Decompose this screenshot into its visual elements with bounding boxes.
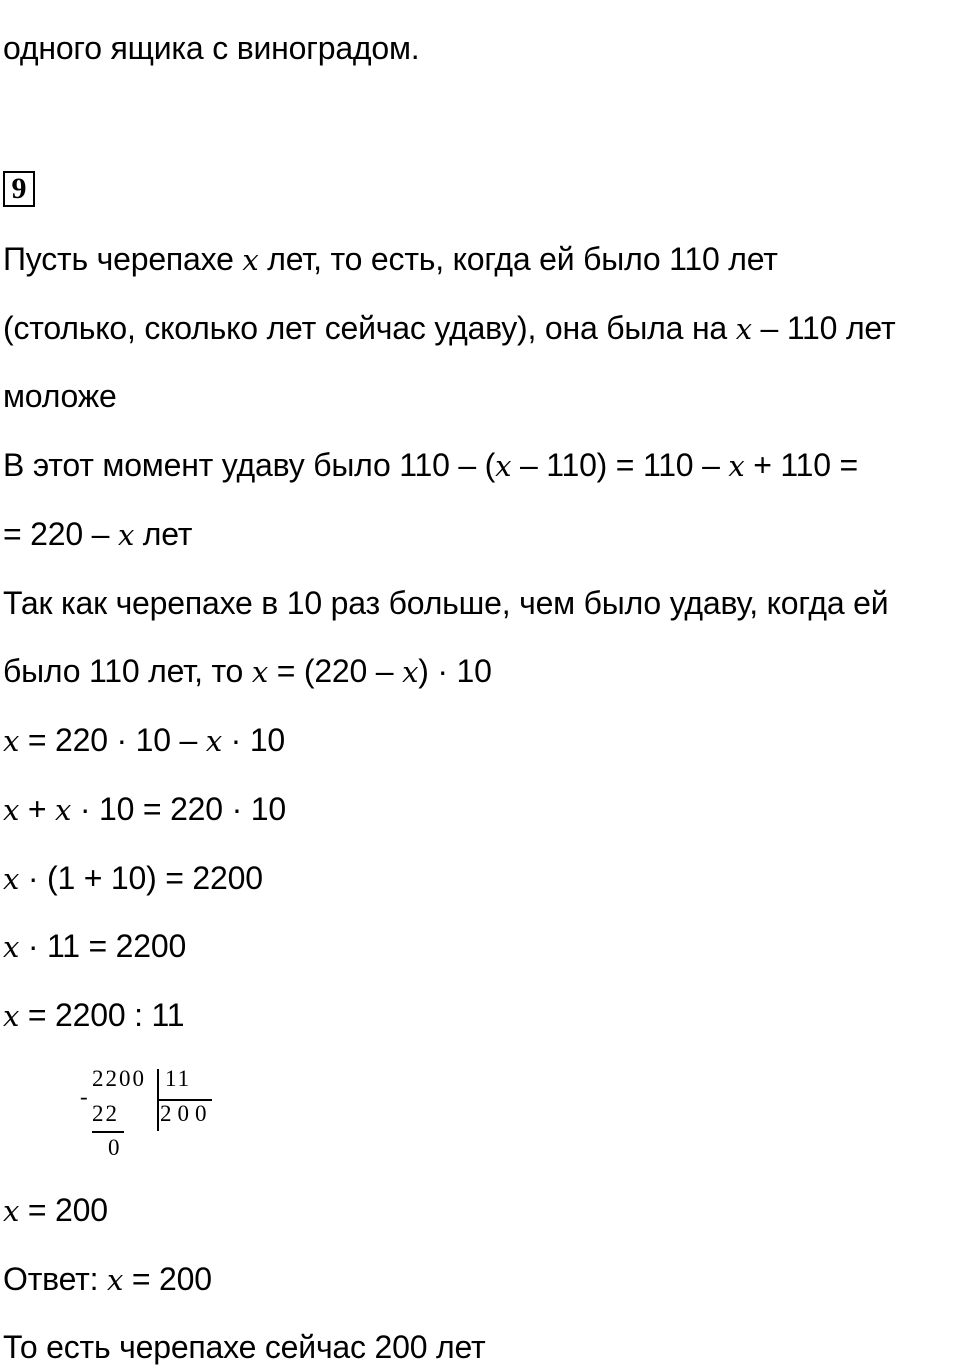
text-part: лет, то есть, когда ей было 110 лет <box>258 241 778 277</box>
text-part: было 110 лет, то <box>3 653 252 689</box>
text-part: + <box>19 791 56 827</box>
variable-x: x <box>735 312 752 346</box>
division-subtrahend: 22 <box>92 1101 119 1126</box>
division-minus-sign: - <box>80 1084 90 1109</box>
text-line-1 <box>3 239 778 280</box>
division-dividend: 2200 <box>92 1066 146 1091</box>
text-part: – 110 лет <box>751 310 896 346</box>
variable-x: x <box>242 243 259 277</box>
division-quotient: 200 <box>160 1101 213 1126</box>
division-subtraction-line <box>92 1131 124 1133</box>
text-part: = 200 <box>123 1261 212 1297</box>
variable-x: x <box>106 1263 124 1297</box>
text-part: · (1 + 10) = 2200 <box>19 860 263 896</box>
text-part: · 10 = 220 · 10 <box>71 791 286 827</box>
answer-line <box>3 1259 212 1300</box>
text-line-6: Так как черепахе в 10 раз больше, чем было удаву, когда ей <box>3 585 889 621</box>
text-part: (столько, сколько лет сейчас удаву), она была на <box>3 310 736 346</box>
task-number-badge: 9 <box>3 171 35 207</box>
variable-x: x <box>495 449 512 483</box>
text-part: = 200 <box>19 1192 108 1228</box>
equation-line-4 <box>3 926 186 967</box>
text-part: = 220 · 10 – <box>19 722 206 758</box>
variable-x: x <box>3 930 20 964</box>
text-part: Ответ: <box>3 1261 107 1297</box>
equation-line-3 <box>3 858 263 899</box>
variable-x: x <box>55 793 72 827</box>
text-part: В этот момент удаву было 110 – ( <box>3 447 496 483</box>
equation-line-1 <box>3 720 285 761</box>
division-remainder: 0 <box>108 1135 122 1160</box>
variable-x: x <box>3 793 20 827</box>
text-part: · 11 = 2200 <box>19 928 187 964</box>
division-horizontal-line <box>157 1099 212 1101</box>
variable-x: x <box>3 1194 20 1228</box>
division-divisor: 11 <box>165 1066 192 1091</box>
text-line-2 <box>3 308 895 349</box>
text-line-5 <box>3 514 192 555</box>
variable-x: x <box>205 724 222 758</box>
text-part: ) · 10 <box>418 653 492 689</box>
text-part: = 2200 : 11 <box>19 997 185 1033</box>
variable-x: x <box>402 655 419 689</box>
variable-x: x <box>3 999 20 1033</box>
top-text: одного ящика с виноградом. <box>3 30 420 66</box>
variable-x: x <box>251 655 268 689</box>
long-division <box>80 1066 220 1166</box>
text-line-7 <box>3 651 492 692</box>
text-part: – 110) = 110 – <box>511 447 729 483</box>
text-part: лет <box>134 516 193 552</box>
text-part: · 10 <box>221 722 286 758</box>
conclusion-line: То есть черепахе сейчас 200 лет <box>3 1329 486 1365</box>
variable-x: x <box>728 449 745 483</box>
text-line-3: моложе <box>3 378 117 414</box>
text-part: + 110 = <box>744 447 859 483</box>
variable-x: x <box>3 862 20 896</box>
text-line-4 <box>3 445 858 486</box>
variable-x: x <box>117 518 135 552</box>
text-part: = 220 – <box>3 516 118 552</box>
text-part: Пусть черепахе <box>3 241 243 277</box>
variable-x: x <box>3 724 20 758</box>
result-line <box>3 1190 108 1231</box>
equation-line-2 <box>3 789 286 830</box>
text-part: = (220 – <box>268 653 403 689</box>
equation-line-5 <box>3 995 184 1036</box>
